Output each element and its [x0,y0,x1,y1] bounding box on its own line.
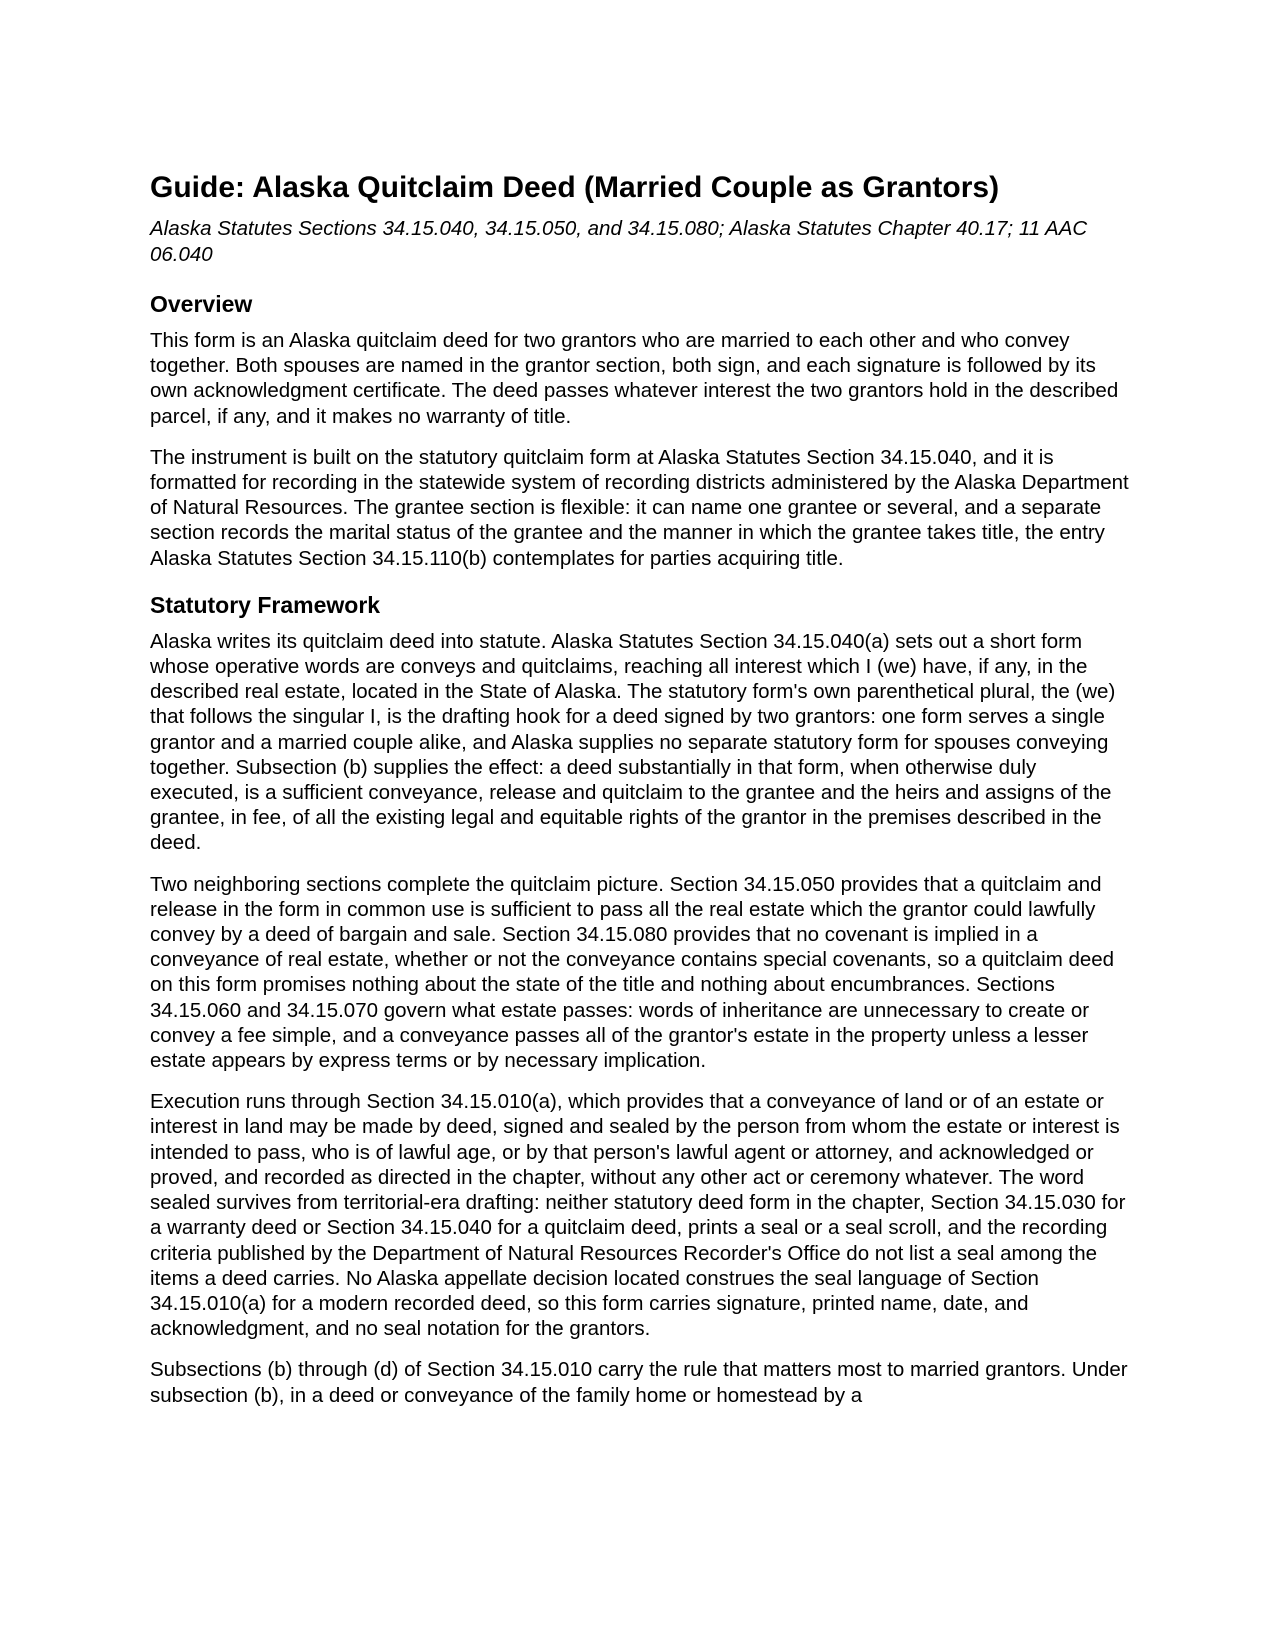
document-page [150,170,1130,1424]
paragraph: Execution runs through Section 34.15.010(a), which provides that a conveyance of land or of an estate or interest in land may be made by deed, signed and sealed by the person from whom the estate or interest is intended to pass, who is of lawful age, or by that person's lawful agent or attorney, and acknowledged or proved, and recorded as directed in the chapter, without any other act or ceremony whatever. The word sealed survives from territorial-era drafting: neither statutory deed form in the chapter, Section 34.15.030 for a warranty deed or Section 34.15.040 for a quitclaim deed, prints a seal or a seal scroll, and the recording criteria published by the Department of Natural Resources Recorder's Office do not list a seal among the items a deed carries. No Alaska appellate decision located construes the seal language of Section 34.15.010(a) for a modern recorded deed, so this form carries signature, printed name, date, and acknowledgment, and no seal notation for the grantors. [150,1090,1126,1341]
section-statutory-framework [150,591,1130,1408]
paragraph: Alaska writes its quitclaim deed into statute. Alaska Statutes Section 34.15.040(a) sets out a short form whose operative words are conveys and quitclaims, reaching all interest which I (we) have, if any, in the described real estate, located in the State of Alaska. The statutory form's own parenthetical plural, the (we) that follows the singular I, is the drafting hook for a deed signed by two grantors: one form serves a single grantor and a married couple alike, and Alaska supplies no separate statutory form for spouses conveying together. Subsection (b) supplies the effect: a deed substantially in that form, when otherwise duly executed, is a sufficient conveyance, release and quitclaim to the grantee and the heirs and assigns of the grantee, in fee, of all the existing legal and equitable rights of the grantor in the premises described in the deed. [150,629,1116,855]
section-heading: Overview [150,291,253,317]
section-overview [150,290,1130,571]
document-title: Guide: Alaska Quitclaim Deed (Married Couple as Grantors) [150,171,1000,204]
paragraph: The instrument is built on the statutory quitclaim form at Alaska Statutes Section 34.15.040, and it is formatted for recording in the statewide system of recording districts administered by the Alaska Department of Natural Resources. The grantee section is flexible: it can name one grantee or several, and a separate section records the marital status of the grantee and the manner in which the grantee takes title, the entry Alaska Statutes Section 34.15.110(b) contemplates for parties acquiring title. [150,445,1129,570]
paragraph: Two neighboring sections complete the quitclaim picture. Section 34.15.050 provides that a quitclaim and release in the form in common use is sufficient to pass all the real estate which the grantor could lawfully convey by a deed of bargain and sale. Section 34.15.080 provides that no covenant is implied in a conveyance of real estate, whether or not the conveyance contains special covenants, so a quitclaim deed on this form promises nothing about the state of the title and nothing about encumbrances. Sections 34.15.060 and 34.15.070 govern what estate passes: words of inheritance are unnecessary to create or convey a fee simple, and a conveyance passes all of the grantor's estate in the property unless a lesser estate appears by express terms or by necessary implication. [150,872,1115,1073]
paragraph: This form is an Alaska quitclaim deed for two grantors who are married to each other and who convey together. Both spouses are named in the grantor section, both sign, and each signature is followed by its own acknowledgment certificate. The deed passes whatever interest the two grantors hold in the described parcel, if any, and it makes no warranty of title. [150,329,1119,428]
section-heading: Statutory Framework [150,591,381,618]
paragraph: Subsections (b) through (d) of Section 34.15.010 carry the rule that matters most to married grantors. Under subsection (b), in a deed or conveyance of the family home or homestead by a [150,1358,1128,1407]
statute-citation-subtitle: Alaska Statutes Sections 34.15.040, 34.15.050, and 34.15.080; Alaska Statutes Chapter 40.17; 11 AAC 06.040 [150,217,1088,266]
